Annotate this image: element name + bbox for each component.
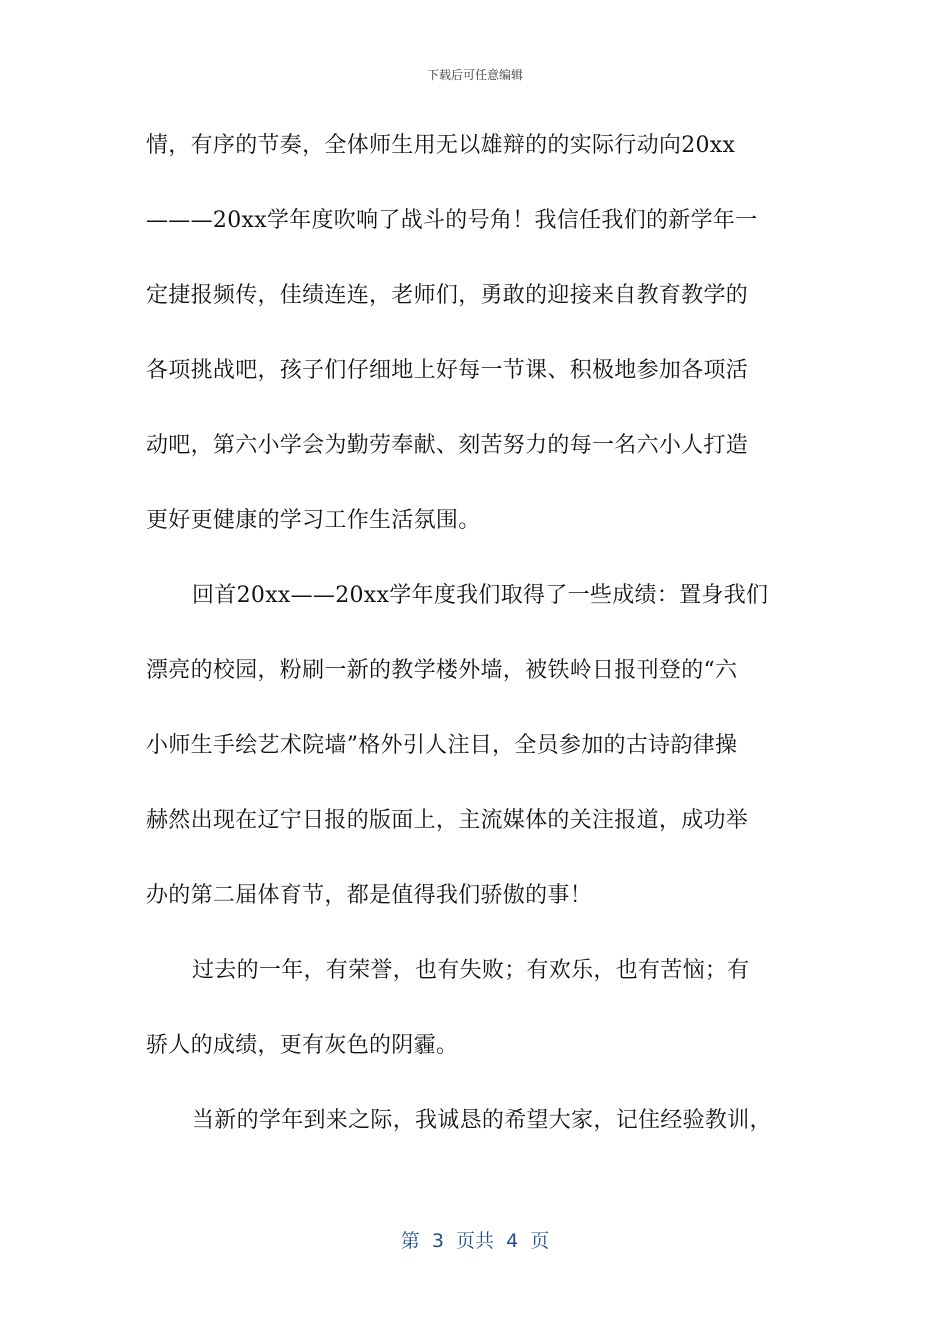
- text-line: 骄人的成绩，更有灰色的阴霾。: [146, 1033, 459, 1058]
- page-number-footer: 第 3 页共 4 页: [400, 1230, 550, 1252]
- text-line: 赫然出现在辽宁日报的版面上，主流媒体的关注报道，成功举: [146, 808, 749, 833]
- text-line: 定捷报频传，佳绩连连，老师们，勇敢的迎接来自教育教学的: [146, 283, 749, 308]
- text-line: 情，有序的节奏，全体师生用无以雄辩的的实际行动向20xx: [146, 133, 736, 158]
- text-line: 办的第二届体育节，都是值得我们骄傲的事！: [146, 883, 593, 908]
- text-line: 漂亮的校园，粉刷一新的教学楼外墙，被铁岭日报刊登的“六: [146, 658, 738, 683]
- text-line: 更好更健康的学习工作生活氛围。: [146, 508, 481, 533]
- text-line: ———20xx学年度吹响了战斗的号角！我信任我们的新学年一: [146, 208, 758, 233]
- text-line: 过去的一年，有荣誉，也有失败；有欢乐，也有苦恼；有: [192, 958, 750, 983]
- header-note: 下载后可任意编辑: [426, 68, 523, 82]
- document-body: [146, 121, 806, 1171]
- text-line: 小师生手绘艺术院墙”格外引人注目，全员参加的古诗韵律操: [146, 733, 738, 758]
- text-line: 当新的学年到来之际，我诚恳的希望大家，记住经验教训，: [192, 1108, 772, 1133]
- text-line: 动吧，第六小学会为勤劳奉献、刻苦努力的每一名六小人打造: [146, 433, 749, 458]
- text-line: 回首20xx——20xx学年度我们取得了一些成绩：置身我们: [192, 583, 769, 608]
- text-line: 各项挑战吧，孩子们仔细地上好每一节课、积极地参加各项活: [146, 358, 749, 383]
